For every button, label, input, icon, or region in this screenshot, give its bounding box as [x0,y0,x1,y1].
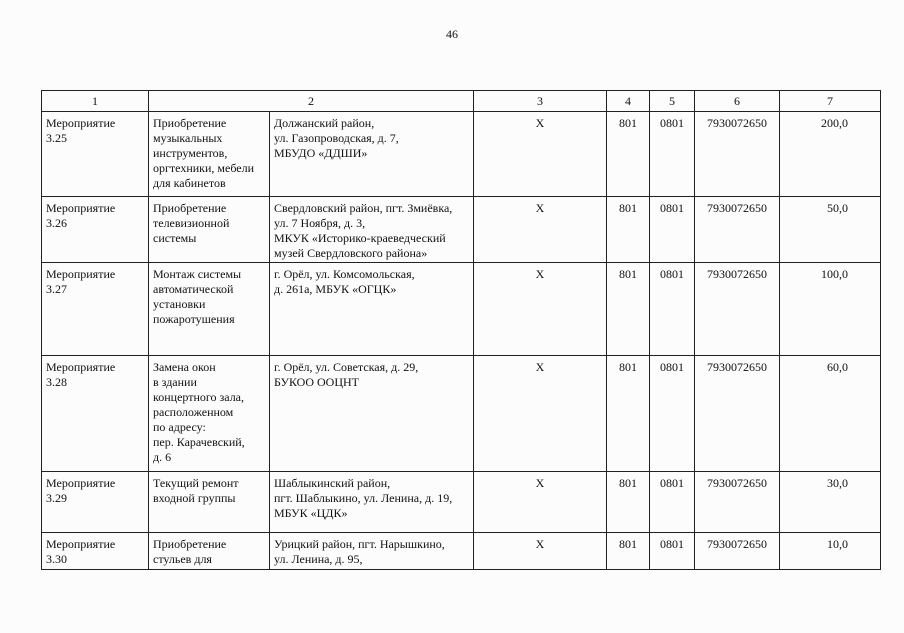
event-name-cell: Монтаж системы автоматической установки пожаротушения [149,263,270,356]
col5-cell: 0801 [650,356,695,472]
amount-cell: 100,0 [780,263,881,356]
address-cell: Должанский район, ул. Газопроводская, д. 7, МБУДО «ДДШИ» [270,112,474,197]
header-row [42,91,881,112]
event-cell: Мероприятие 3.29 [42,472,149,533]
table-row [42,197,881,263]
header-col-1: 1 [42,91,149,112]
col5-cell: 0801 [650,112,695,197]
event-cell: Мероприятие 3.30 [42,533,149,570]
table-row [42,472,881,533]
col6-cell: 7930072650 [695,472,780,533]
col6-cell: 7930072650 [695,112,780,197]
address-cell: Урицкий район, пгт. Нарышкино, ул. Ленина, д. 95, [270,533,474,570]
address-cell: г. Орёл, ул. Комсомольская, д. 261а, МБУК «ОГЦК» [270,263,474,356]
col6-cell: 7930072650 [695,263,780,356]
col6-cell: 7930072650 [695,533,780,570]
header-col-2: 2 [149,91,474,112]
event-name-cell: Приобретение музыкальных инструментов, оргтехники, мебели для кабинетов [149,112,270,197]
header-col-3: 3 [474,91,607,112]
col4-cell: 801 [607,112,650,197]
col4-cell: 801 [607,197,650,263]
event-cell: Мероприятие 3.27 [42,263,149,356]
col4-cell: 801 [607,263,650,356]
table-row [42,356,881,472]
col3-cell: X [474,356,607,472]
col5-cell: 0801 [650,472,695,533]
event-name-cell: Приобретение телевизионной системы [149,197,270,263]
amount-cell: 200,0 [780,112,881,197]
budget-table [41,90,881,570]
address-cell: Свердловский район, пгт. Змиёвка, ул. 7 Ноября, д. 3, МКУК «Историко-краеведческий музей Свердловского района» [270,197,474,263]
col4-cell: 801 [607,472,650,533]
header-col-5: 5 [650,91,695,112]
col5-cell: 0801 [650,533,695,570]
col6-cell: 7930072650 [695,356,780,472]
col5-cell: 0801 [650,263,695,356]
col3-cell: X [474,472,607,533]
event-cell: Мероприятие 3.25 [42,112,149,197]
col3-cell: X [474,112,607,197]
header-col-7: 7 [780,91,881,112]
page-number: 46 [446,27,458,41]
address-cell: г. Орёл, ул. Советская, д. 29, БУКОО ООЦНТ [270,356,474,472]
table-row [42,112,881,197]
amount-cell: 10,0 [780,533,881,570]
header-col-4: 4 [607,91,650,112]
event-name-cell: Приобретение стульев для [149,533,270,570]
event-cell: Мероприятие 3.26 [42,197,149,263]
amount-cell: 60,0 [780,356,881,472]
col4-cell: 801 [607,356,650,472]
col5-cell: 0801 [650,197,695,263]
col4-cell: 801 [607,533,650,570]
table-row [42,263,881,356]
amount-cell: 50,0 [780,197,881,263]
amount-cell: 30,0 [780,472,881,533]
col3-cell: X [474,263,607,356]
col3-cell: X [474,197,607,263]
table-row [42,533,881,570]
col3-cell: X [474,533,607,570]
event-name-cell: Замена окон в здании концертного зала, расположенном по адресу: пер. Карачевский, д. 6 [149,356,270,472]
address-cell: Шаблыкинский район, пгт. Шаблыкино, ул. Ленина, д. 19, МБУК «ЦДК» [270,472,474,533]
event-cell: Мероприятие 3.28 [42,356,149,472]
header-col-6: 6 [695,91,780,112]
event-name-cell: Текущий ремонт входной группы [149,472,270,533]
col6-cell: 7930072650 [695,197,780,263]
